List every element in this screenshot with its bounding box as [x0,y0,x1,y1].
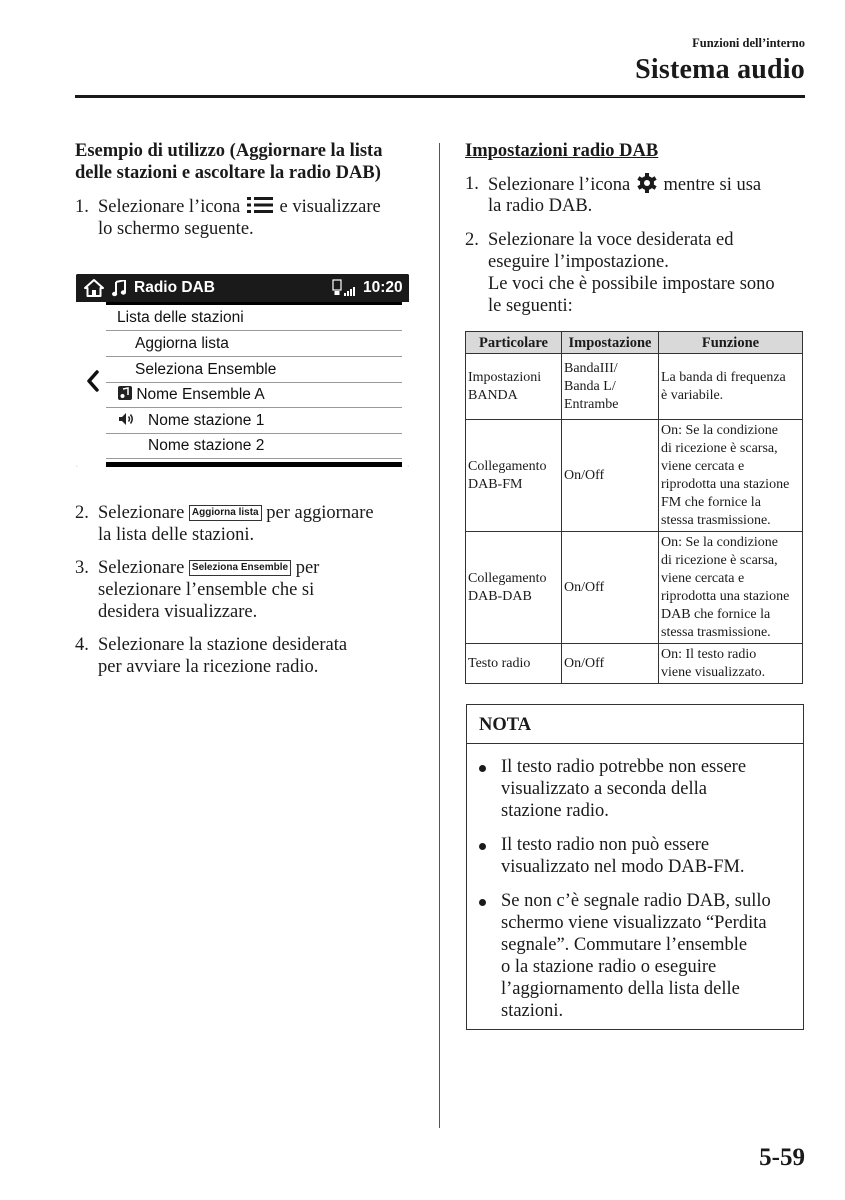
station-list [106,305,402,462]
list-item-label: Seleziona Ensemble [135,361,277,378]
left-step-4 [75,634,420,680]
update-list-button-label: Aggiorna lista [189,505,262,521]
bullet-line: l’aggiornamento della lista delle [501,979,740,999]
step-number: 2. [465,230,479,250]
cell-line: di ricezione è scarsa, [661,552,778,568]
list-menu-icon [247,196,273,220]
cell-line: Entrambe [564,396,619,412]
screen-topbar [76,274,409,302]
cell-line: On/Off [564,655,605,671]
column-header: Impostazione [562,332,659,354]
note-title: NOTA [479,715,532,735]
step-number: 1. [465,174,479,194]
setting-cell [562,644,659,684]
list-item-select-ensemble[interactable] [106,357,402,383]
setting-cell [562,532,659,644]
step-text: Selezionare [98,558,185,578]
step-text: Selezionare la voce desiderata ed [488,230,734,250]
table-row [466,532,803,644]
list-item-label: Nome stazione 2 [148,437,265,454]
step-text: Selezionare l’icona [488,175,631,195]
cell-line: stessa trasmissione. [661,624,771,640]
step-text: per aggiornare [266,503,374,523]
cell-line: riprodotta una stazione [661,588,790,604]
left-step-3 [75,557,420,625]
clock-time: 10:20 [363,279,403,296]
step-text: per [295,558,320,578]
list-item-update-list[interactable] [106,331,402,357]
cell-line: Collegamento [468,570,547,586]
list-item-label: Nome stazione 1 [148,412,265,429]
step-text: Selezionare [98,503,185,523]
function-cell [659,354,803,420]
bullet-text [501,756,801,822]
example-heading [75,140,382,184]
select-ensemble-button-label: Seleziona Ensemble [189,560,291,576]
list-item-label: Lista delle stazioni [117,309,244,326]
column-header: Particolare [466,332,562,354]
speaker-icon [118,409,148,434]
example-heading-line2: delle stazioni e ascoltare la radio DAB) [75,163,381,183]
bullet-text [501,834,801,878]
step-text: la radio DAB. [488,196,593,216]
radio-dab-screen [76,274,409,467]
signal-icon [332,279,358,302]
cell-line: viene cercata e [661,570,745,586]
section-label: Funzioni dell’interno [692,36,805,50]
list-item-station-1[interactable] [106,408,402,434]
cell-line: Impostazioni [468,369,542,385]
note-box [466,704,804,1030]
step-text: desidera visualizzare. [98,602,258,622]
cell-line: DAB che fornice la [661,606,771,622]
table-row [466,420,803,532]
list-item-label: Aggiorna lista [135,335,229,352]
step-text: e visualizzare [279,197,381,217]
cell-line: FM che fornice la [661,494,761,510]
cell-line: è variabile. [661,387,724,403]
column-header: Funzione [659,332,803,354]
step-text: per avviare la ricezione radio. [98,657,319,677]
bullet-line: stazione radio. [501,801,609,821]
cell-line: On: Il testo radio [661,646,757,662]
bullet-line: schermo viene visualizzato “Perdita [501,913,767,933]
step-text: mentre si usa [663,175,762,195]
setting-cell [562,420,659,532]
step-number: 3. [75,558,89,578]
step-text: le seguenti: [488,296,573,316]
table-row [466,644,803,684]
back-chevron-icon[interactable] [86,370,100,397]
cell-line: On/Off [564,579,605,595]
cell-line: Collegamento [468,458,547,474]
step-number: 2. [75,503,89,523]
bullet-line: visualizzato nel modo DAB-FM. [501,857,745,877]
bullet-line: o la stazione radio o eseguire [501,957,717,977]
header-rule [75,95,805,98]
bullet-line: Il testo radio potrebbe non essere [501,757,747,777]
bullet-line: segnale”. Commutare l’ensemble [501,935,748,955]
screen-left-panel [76,302,106,467]
bullet-dot-icon [479,765,486,772]
bullet-dot-icon [479,843,486,850]
step-number: 1. [75,197,89,217]
left-step-1 [75,196,415,242]
note-header [467,705,803,744]
step-text: Le voci che è possibile impostare sono [488,274,775,294]
cell-line: stessa trasmissione. [661,512,771,528]
function-cell [659,420,803,532]
list-item-label: Nome Ensemble A [136,386,265,403]
left-step-2 [75,502,420,548]
page-number: 5-59 [759,1144,805,1171]
home-icon[interactable] [84,279,104,302]
cell-line: viene visualizzato. [661,664,766,680]
cell-line: DAB-DAB [468,588,532,604]
cell-line: Testo radio [468,655,531,671]
cell-line: BandaIII/ [564,360,618,376]
step-text: selezionare l’ensemble che si [98,580,315,600]
table-row [466,354,803,420]
cell-line: di ricezione è scarsa, [661,440,778,456]
example-heading-line1: Esempio di utilizzo (Aggiornare la lista [75,141,383,161]
right-step-2 [465,229,810,319]
bullet-line: Se non c’è segnale radio DAB, sullo [501,891,771,911]
cell-line: Banda L/ [564,378,616,394]
item-cell [466,354,562,420]
column-divider [439,143,440,1128]
ensemble-icon [118,383,132,408]
dab-settings-table [465,331,803,684]
list-item-ensemble-a[interactable] [106,382,402,408]
bullet-text [501,890,801,1022]
bullet-line: Il testo radio non può essere [501,835,710,855]
cell-line: On: Se la condizione [661,534,779,550]
step-text: eseguire l’impostazione. [488,252,669,272]
right-step-1 [465,173,805,219]
screen-title: Radio DAB [134,279,215,296]
item-cell [466,644,562,684]
cell-line: DAB-FM [468,476,523,492]
cell-line: viene cercata e [661,458,745,474]
gear-icon [637,173,657,199]
screen-right-edge [402,302,409,467]
cell-line: BANDA [468,387,518,403]
setting-cell [562,354,659,420]
item-cell [466,532,562,644]
step-text: Selezionare l’icona [98,197,241,217]
step-text: Selezionare la stazione desiderata [98,635,348,655]
function-cell [659,644,803,684]
cell-line: riprodotta una stazione [661,476,790,492]
list-item-station-list[interactable] [106,305,402,331]
music-note-icon [112,280,126,302]
step-number: 4. [75,635,89,655]
page-title: Sistema audio [635,54,805,85]
step-text: la lista delle stazioni. [98,525,255,545]
cell-line: On: Se la condizione [661,422,779,438]
bullet-dot-icon [479,899,486,906]
dab-settings-heading: Impostazioni radio DAB [465,141,659,161]
cell-line: La banda di frequenza [661,369,786,385]
function-cell [659,532,803,644]
bullet-line: visualizzato a seconda della [501,779,707,799]
list-item-station-2[interactable] [106,433,402,459]
bullet-line: stazioni. [501,1001,564,1021]
table-header-row [466,332,803,354]
step-text: lo schermo seguente. [98,219,254,239]
cell-line: On/Off [564,467,605,483]
item-cell [466,420,562,532]
